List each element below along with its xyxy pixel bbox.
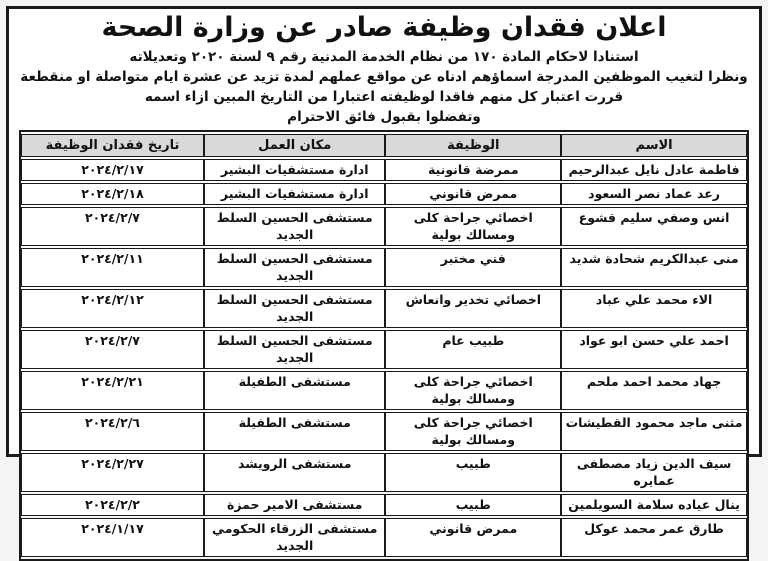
cell-workplace: مستشفى الحسين السلط الجديد xyxy=(204,330,386,369)
cell-workplace: مستشفى الامير حمزة xyxy=(204,494,386,516)
table-row xyxy=(21,330,747,369)
cell-employee-name: جهاد محمد احمد ملحم xyxy=(561,371,747,410)
cell-job-title: اخصائي جراحة كلى ومسالك بولية xyxy=(385,207,561,246)
cell-workplace: مستشفى الرويشد xyxy=(204,453,386,492)
table-row xyxy=(21,371,747,410)
cell-job-title: ممرض قانوني xyxy=(385,518,561,557)
column-header-date: تاريخ فقدان الوظيفة xyxy=(21,134,204,157)
table-row xyxy=(21,453,747,492)
cell-loss-date: ٢٠٢٤/٢/١٨ xyxy=(21,183,204,205)
table-row xyxy=(21,412,747,451)
cell-job-title: ممرض قانوني xyxy=(385,183,561,205)
intro-line-closing: وتفضلوا بقبول فائق الاحترام xyxy=(15,107,753,127)
cell-job-title: ممرضة قانونية xyxy=(385,159,561,181)
cell-employee-name: ينال عياده سلامة السويلمين xyxy=(561,494,747,516)
cell-workplace: مستشفى الحسين السلط الجديد xyxy=(204,207,386,246)
cell-workplace: ادارة مستشفيات البشير xyxy=(204,159,386,181)
cell-workplace: مستشفى الطفيلة xyxy=(204,371,386,410)
cell-job-title: طبيب عام xyxy=(385,330,561,369)
cell-employee-name: احمد علي حسن ابو عواد xyxy=(561,330,747,369)
table-row xyxy=(21,518,747,557)
cell-employee-name: الاء محمد علي عباد xyxy=(561,289,747,328)
cell-loss-date: ٢٠٢٤/١/١٧ xyxy=(21,518,204,557)
table-row xyxy=(21,494,747,516)
table-row xyxy=(21,159,747,181)
intro-section xyxy=(15,47,753,127)
table-body xyxy=(21,159,747,557)
intro-line-absence-reason: ونظرا لتغيب الموظفين المدرجة اسماؤهم ادناه عن مواقع عملهم لمدة تزيد عن عشرة ايام متواصلة او منقطعة xyxy=(15,67,753,87)
cell-employee-name: انس وصفي سليم قشوع xyxy=(561,207,747,246)
table-row xyxy=(21,183,747,205)
job-loss-table xyxy=(19,130,749,561)
cell-employee-name: فاطمة عادل نايل عبدالرحيم xyxy=(561,159,747,181)
cell-employee-name: سيف الدين زياد مصطفى عمايره xyxy=(561,453,747,492)
cell-job-title: اخصائي جراحة كلى ومسالك بولية xyxy=(385,412,561,451)
intro-line-decision: قررت اعتبار كل منهم فاقدا لوظيفته اعتبارا من التاريخ المبين ازاء اسمه xyxy=(15,87,753,107)
cell-loss-date: ٢٠٢٤/٢/٢١ xyxy=(21,371,204,410)
table-row xyxy=(21,207,747,246)
cell-workplace: مستشفى الزرقاء الحكومي الجديد xyxy=(204,518,386,557)
intro-line-legal-basis: استنادا لاحكام المادة ١٧٠ من نظام الخدمة المدنية رقم ٩ لسنة ٢٠٢٠ وتعديلاته xyxy=(15,47,753,67)
table-row xyxy=(21,289,747,328)
table-header-row xyxy=(21,134,747,157)
cell-job-title: طبيب xyxy=(385,453,561,492)
announcement-title: اعلان فقدان وظيفة صادر عن وزارة الصحة xyxy=(15,12,753,44)
cell-loss-date: ٢٠٢٤/٢/١١ xyxy=(21,248,204,287)
cell-workplace: مستشفى الطفيلة xyxy=(204,412,386,451)
cell-loss-date: ٢٠٢٤/٢/٧ xyxy=(21,330,204,369)
cell-loss-date: ٢٠٢٤/٢/٧ xyxy=(21,207,204,246)
cell-workplace: ادارة مستشفيات البشير xyxy=(204,183,386,205)
announcement-document xyxy=(6,6,762,457)
table-row xyxy=(21,248,747,287)
cell-job-title: طبيب xyxy=(385,494,561,516)
cell-job-title: اخصائي جراحة كلى ومسالك بولية xyxy=(385,371,561,410)
column-header-workplace: مكان العمل xyxy=(204,134,386,157)
cell-employee-name: رعد عماد نصر السعود xyxy=(561,183,747,205)
cell-job-title: فني مختبر xyxy=(385,248,561,287)
cell-employee-name: طارق عمر محمد عوكل xyxy=(561,518,747,557)
column-header-name: الاسم xyxy=(561,134,747,157)
cell-employee-name: مثنى ماجد محمود القطيشات xyxy=(561,412,747,451)
cell-loss-date: ٢٠٢٤/٢/٢٧ xyxy=(21,453,204,492)
column-header-job: الوظيفة xyxy=(385,134,561,157)
cell-loss-date: ٢٠٢٤/٢/٦ xyxy=(21,412,204,451)
cell-loss-date: ٢٠٢٤/٢/١٢ xyxy=(21,289,204,328)
cell-job-title: اخصائي تخدير وانعاش xyxy=(385,289,561,328)
cell-workplace: مستشفى الحسين السلط الجديد xyxy=(204,289,386,328)
cell-workplace: مستشفى الحسين السلط الجديد xyxy=(204,248,386,287)
cell-loss-date: ٢٠٢٤/٢/٢ xyxy=(21,494,204,516)
cell-loss-date: ٢٠٢٤/٢/١٧ xyxy=(21,159,204,181)
cell-employee-name: منى عبدالكريم شحادة شديد xyxy=(561,248,747,287)
